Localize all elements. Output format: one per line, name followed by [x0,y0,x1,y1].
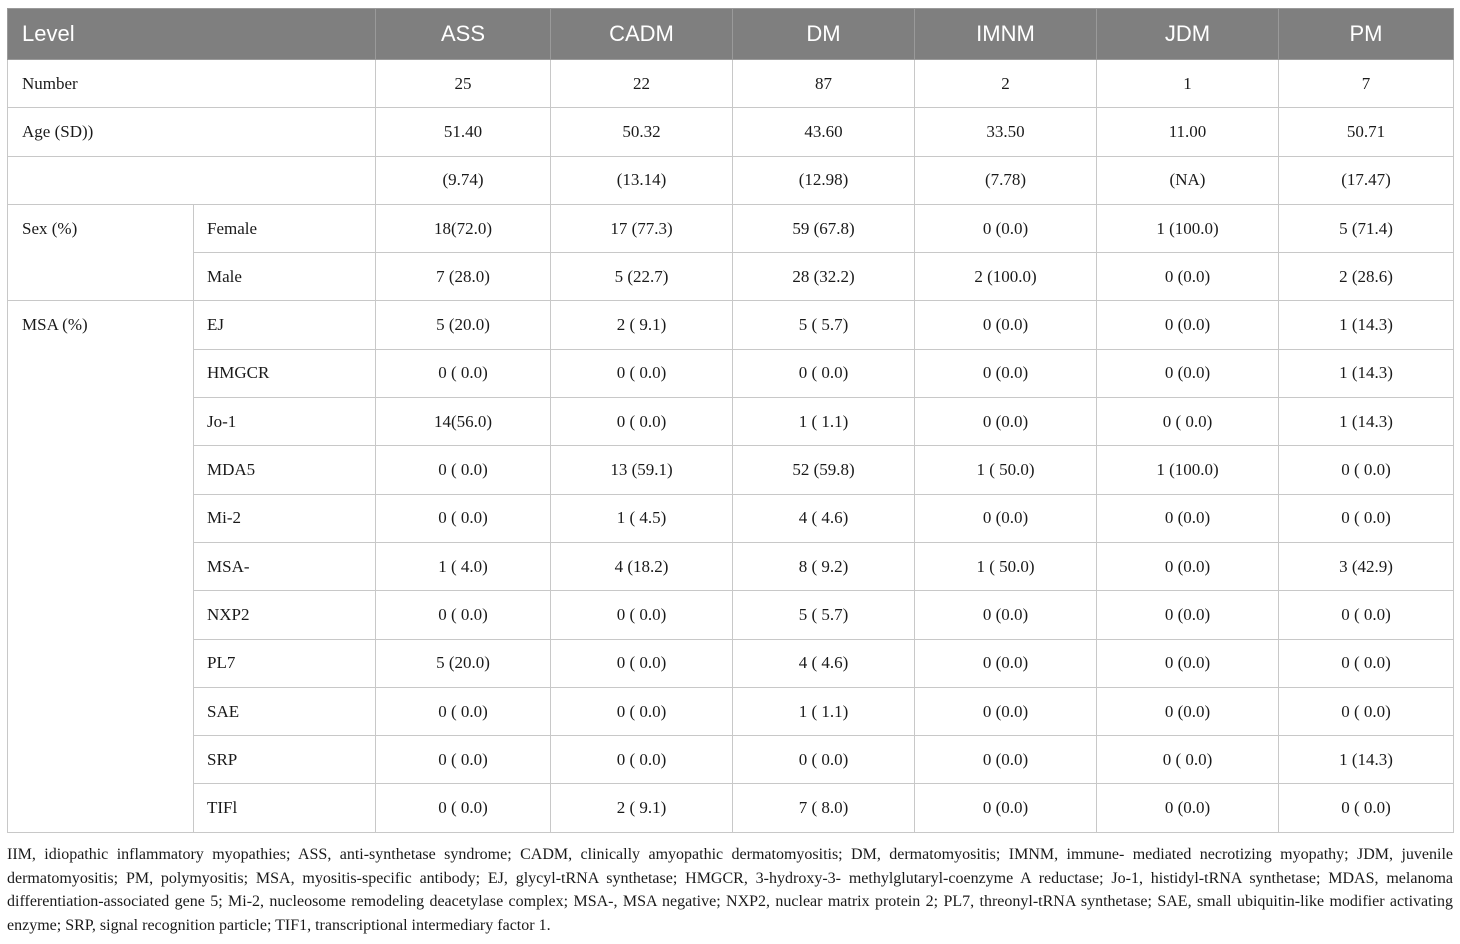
row-sublabel: SAE [194,687,376,735]
table-cell: 5 (71.4) [1279,204,1454,252]
table-cell: 59 (67.8) [733,204,915,252]
header-imnm: IMNM [915,9,1097,60]
row-label-sex: Sex (%) [8,204,194,301]
header-pm: PM [1279,9,1454,60]
table-cell: 28 (32.2) [733,253,915,301]
header-dm: DM [733,9,915,60]
table-cell: 4 (18.2) [551,542,733,590]
table-cell: 1 (100.0) [1097,204,1279,252]
table-cell: 4 ( 4.6) [733,494,915,542]
table-cell: 0 (0.0) [915,736,1097,784]
table-cell: 0 (0.0) [1097,301,1279,349]
table-cell: 1 (100.0) [1097,446,1279,494]
table-cell: (9.74) [376,156,551,204]
table-cell: 0 ( 0.0) [551,591,733,639]
header-cadm: CADM [551,9,733,60]
row-label-age: Age (SD)) [8,108,376,156]
table-row [8,687,1454,735]
table-cell: 2 ( 9.1) [551,784,733,832]
table-row [8,494,1454,542]
table-row-age-sd [8,156,1454,204]
table-cell: 5 (22.7) [551,253,733,301]
row-sublabel: Mi-2 [194,494,376,542]
row-sublabel: PL7 [194,639,376,687]
table-cell: 5 (20.0) [376,639,551,687]
table-row-number [8,60,1454,108]
table-cell: 0 ( 0.0) [551,398,733,446]
table-cell: (17.47) [1279,156,1454,204]
table-cell: 0 ( 0.0) [551,687,733,735]
table-cell: 25 [376,60,551,108]
table-cell: 0 ( 0.0) [1097,736,1279,784]
table-row [8,301,1454,349]
table-cell: 33.50 [915,108,1097,156]
table-cell: (13.14) [551,156,733,204]
table-cell: 50.71 [1279,108,1454,156]
table-cell: 0 (0.0) [1097,591,1279,639]
table-row [8,639,1454,687]
table-cell: 1 (14.3) [1279,398,1454,446]
table-cell: 1 [1097,60,1279,108]
table-cell: 1 ( 50.0) [915,542,1097,590]
table-cell: (7.78) [915,156,1097,204]
table-cell: 0 ( 0.0) [376,591,551,639]
table-cell: 0 ( 0.0) [551,736,733,784]
table-container [7,8,1453,833]
table-cell: 0 ( 0.0) [376,784,551,832]
table-cell: 0 ( 0.0) [1279,591,1454,639]
table-cell: 1 ( 50.0) [915,446,1097,494]
table-footnote: IIM, idiopathic inflammatory myopathies; ASS, anti-synthetase syndrome; CADM, clinically amyopathic dermatomyositis; DM, dermatomyositis; IMNM, immune- mediated necrotizing myopathy; JDM, juvenile dermatomyositis; PM, polymyositis; MSA, myositis-specific antibody; EJ, glycyl-tRNA synthetase; HMGCR, 3-hydroxy-3- methylglutaryl-coenzyme A reductase; Jo-1, histidyl-tRNA synthetase; MDAS, melanoma differentiation-associated gene 5; Mi-2, nucleosome remodeling deacetylase complex; MSA-, MSA negative; NXP2, nuclear matrix protein 2; PL7, threonyl-tRNA synthetase; SAE, small ubiquitin-like modifier activating enzyme; SRP, signal recognition particle; TIF1, transcriptional intermediary factor 1. [7,846,1453,934]
table-row-age [8,108,1454,156]
table-row [8,591,1454,639]
table-cell: 0 ( 0.0) [1279,446,1454,494]
row-sublabel: NXP2 [194,591,376,639]
row-label-number: Number [8,60,376,108]
table-cell: 0 (0.0) [1097,349,1279,397]
table-cell: 0 (0.0) [915,591,1097,639]
table-cell: 0 (0.0) [1097,687,1279,735]
table-cell: (12.98) [733,156,915,204]
table-cell: 0 ( 0.0) [376,687,551,735]
table-cell: 0 ( 0.0) [1097,398,1279,446]
table-cell: 0 ( 0.0) [733,736,915,784]
table-cell: 0 (0.0) [915,204,1097,252]
table-row [8,398,1454,446]
table-cell: 0 (0.0) [915,494,1097,542]
row-sublabel: EJ [194,301,376,349]
table-cell: 1 ( 1.1) [733,687,915,735]
table-cell: 0 (0.0) [915,301,1097,349]
row-sublabel: HMGCR [194,349,376,397]
table-cell: 87 [733,60,915,108]
table-cell: 1 ( 4.0) [376,542,551,590]
table-row [8,253,1454,301]
table-row [8,542,1454,590]
table-cell: 4 ( 4.6) [733,639,915,687]
table-cell: 0 ( 0.0) [376,349,551,397]
table-cell: 1 (14.3) [1279,349,1454,397]
table-cell: 22 [551,60,733,108]
table-cell: 52 (59.8) [733,446,915,494]
table-row [8,446,1454,494]
row-sublabel: Female [194,204,376,252]
table-cell: 7 [1279,60,1454,108]
table-cell: 0 (0.0) [1097,253,1279,301]
table-cell: 50.32 [551,108,733,156]
header-row [8,9,1454,60]
table-cell: 7 ( 8.0) [733,784,915,832]
row-sublabel: Male [194,253,376,301]
table-cell: 11.00 [1097,108,1279,156]
table-cell: 0 ( 0.0) [1279,639,1454,687]
table-cell: 0 ( 0.0) [551,349,733,397]
table-cell: 0 ( 0.0) [733,349,915,397]
header-jdm: JDM [1097,9,1279,60]
table-row [8,204,1454,252]
table-cell: 1 (14.3) [1279,736,1454,784]
row-sublabel: TIFl [194,784,376,832]
table-cell: 0 ( 0.0) [376,494,551,542]
table-cell: 2 (100.0) [915,253,1097,301]
table-cell: 0 ( 0.0) [1279,687,1454,735]
table-cell: 13 (59.1) [551,446,733,494]
table-cell: 7 (28.0) [376,253,551,301]
row-sublabel: MDA5 [194,446,376,494]
table-cell: (NA) [1097,156,1279,204]
table-cell: 0 (0.0) [915,784,1097,832]
row-label-empty [8,156,376,204]
table-cell: 5 ( 5.7) [733,591,915,639]
table-cell: 0 (0.0) [915,687,1097,735]
data-table [7,8,1454,833]
table-row [8,349,1454,397]
table-cell: 8 ( 9.2) [733,542,915,590]
table-cell: 2 ( 9.1) [551,301,733,349]
table-cell: 0 ( 0.0) [376,446,551,494]
table-cell: 18(72.0) [376,204,551,252]
table-cell: 17 (77.3) [551,204,733,252]
table-cell: 1 (14.3) [1279,301,1454,349]
table-cell: 0 (0.0) [1097,784,1279,832]
table-cell: 1 ( 4.5) [551,494,733,542]
row-sublabel: MSA- [194,542,376,590]
table-cell: 43.60 [733,108,915,156]
table-cell: 14(56.0) [376,398,551,446]
table-cell: 51.40 [376,108,551,156]
table-cell: 0 (0.0) [1097,494,1279,542]
row-label-msa: MSA (%) [8,301,194,832]
row-sublabel: Jo-1 [194,398,376,446]
table-cell: 0 (0.0) [915,349,1097,397]
table-cell: 0 ( 0.0) [1279,494,1454,542]
table-cell: 0 ( 0.0) [376,736,551,784]
table-cell: 0 (0.0) [915,398,1097,446]
header-level: Level [8,9,376,60]
header-ass: ASS [376,9,551,60]
table-row [8,784,1454,832]
row-sublabel: SRP [194,736,376,784]
table-cell: 2 (28.6) [1279,253,1454,301]
table-row [8,736,1454,784]
table-cell: 5 (20.0) [376,301,551,349]
table-cell: 3 (42.9) [1279,542,1454,590]
table-cell: 1 ( 1.1) [733,398,915,446]
table-cell: 0 (0.0) [1097,542,1279,590]
table-cell: 2 [915,60,1097,108]
table-cell: 5 ( 5.7) [733,301,915,349]
table-cell: 0 ( 0.0) [1279,784,1454,832]
table-cell: 0 ( 0.0) [551,639,733,687]
table-cell: 0 (0.0) [915,639,1097,687]
table-cell: 0 (0.0) [1097,639,1279,687]
